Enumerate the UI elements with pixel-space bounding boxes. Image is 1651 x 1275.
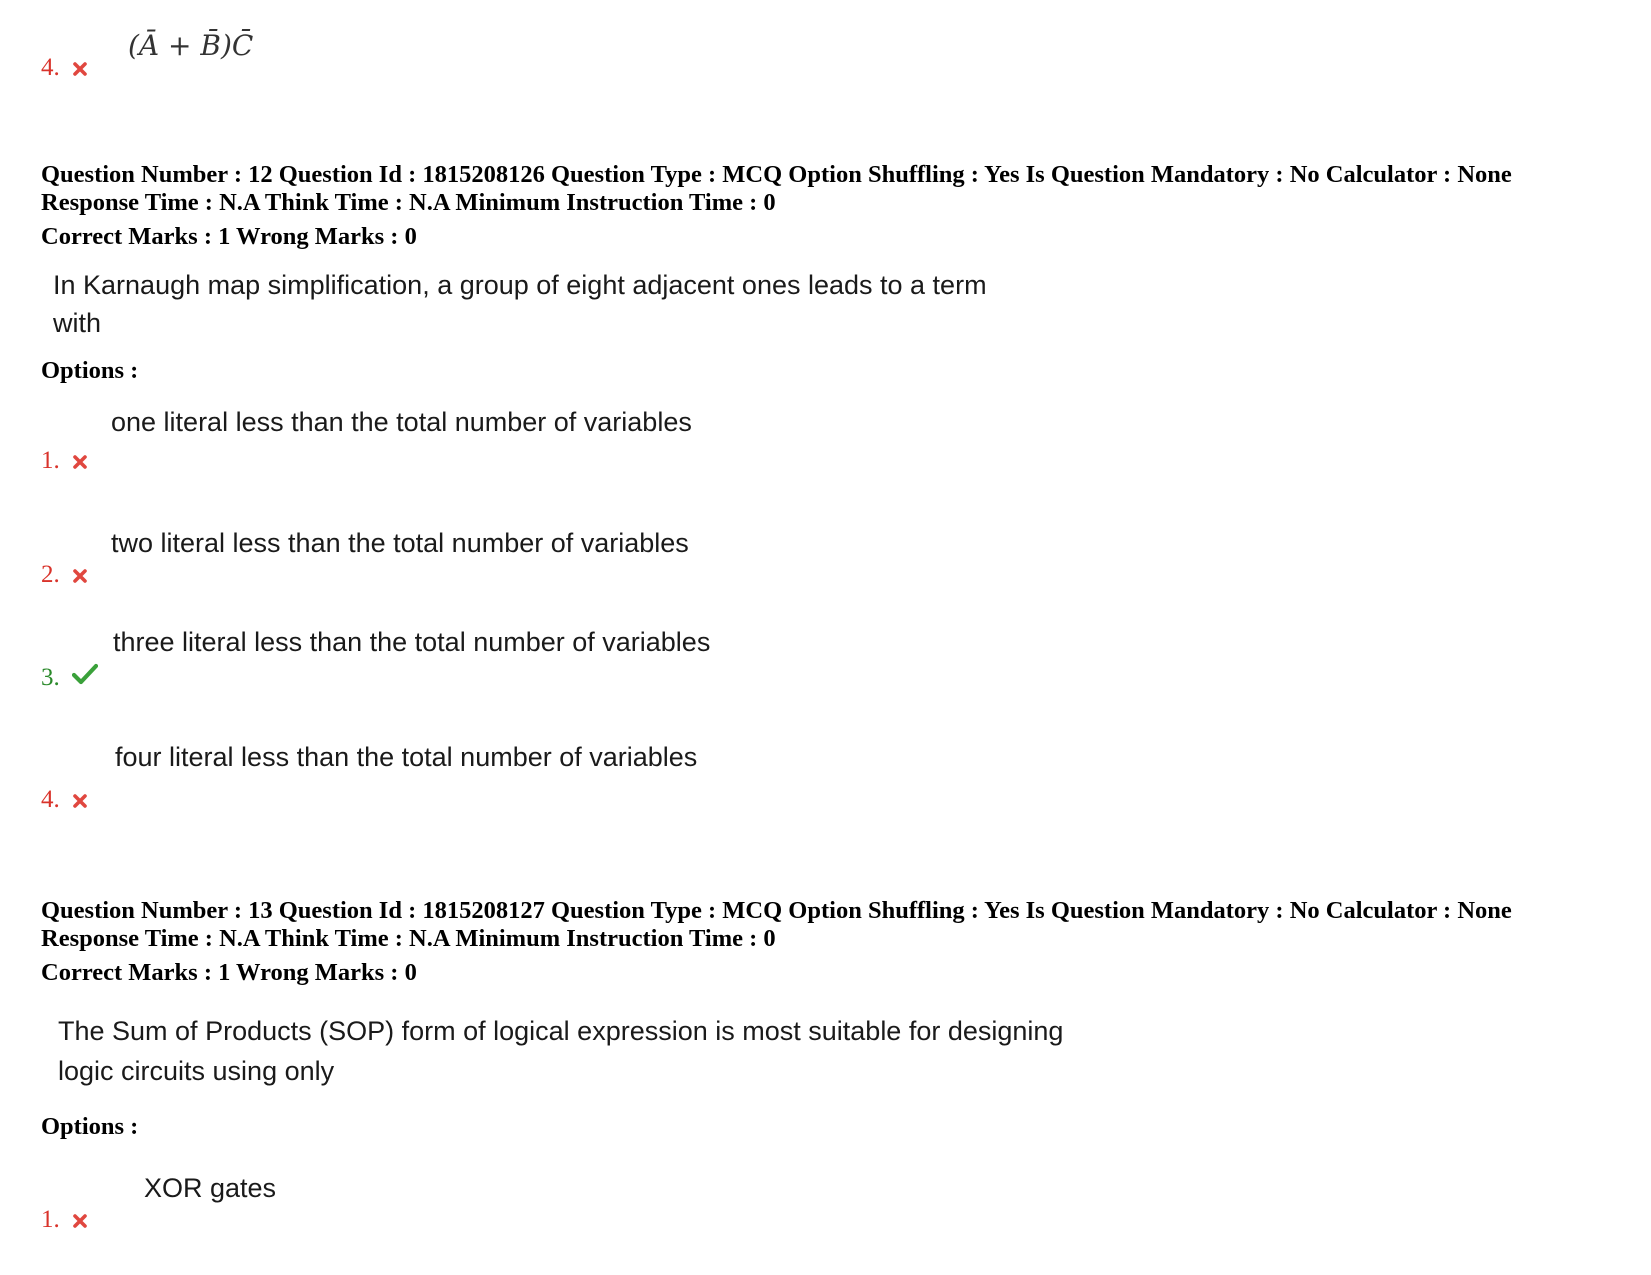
cross-icon bbox=[72, 454, 88, 470]
option-expression: (Ā + B̄)C̄ bbox=[128, 29, 254, 62]
check-icon bbox=[72, 663, 98, 685]
question-marks: Correct Marks : 1 Wrong Marks : 0 bbox=[41, 223, 417, 250]
question-meta-line: Question Number : 13 Question Id : 1815208127 Question Type : MCQ Option Shuffling : Yes Is Question Mandatory : No Calculator : None bbox=[41, 897, 1512, 924]
options-label: Options : bbox=[41, 357, 139, 384]
option-number-label: 2. bbox=[41, 561, 60, 588]
option-number bbox=[41, 561, 88, 589]
option-number-label: 4. bbox=[41, 786, 60, 813]
option-number-label: 4. bbox=[41, 54, 60, 81]
option-number bbox=[41, 786, 88, 814]
question-text bbox=[53, 266, 987, 342]
option-number bbox=[41, 54, 88, 82]
option-number bbox=[41, 1206, 88, 1234]
question-text bbox=[58, 1011, 1063, 1091]
question-marks: Correct Marks : 1 Wrong Marks : 0 bbox=[41, 959, 417, 986]
option-number bbox=[41, 664, 98, 692]
question-text-line: In Karnaugh map simplification, a group of eight adjacent ones leads to a term bbox=[53, 270, 987, 300]
option-text: one literal less than the total number of variables bbox=[111, 407, 692, 437]
question-meta-line: Question Number : 12 Question Id : 1815208126 Question Type : MCQ Option Shuffling : Yes Is Question Mandatory : No Calculator : None bbox=[41, 161, 1512, 188]
question-meta-line: Response Time : N.A Think Time : N.A Minimum Instruction Time : 0 bbox=[41, 925, 776, 952]
options-label: Options : bbox=[41, 1113, 139, 1140]
option-number-label: 1. bbox=[41, 1206, 60, 1233]
option-number-label: 1. bbox=[41, 447, 60, 474]
option-text: three literal less than the total number of variables bbox=[113, 627, 711, 657]
option-text: XOR gates bbox=[144, 1173, 277, 1203]
cross-icon bbox=[72, 568, 88, 584]
question-text-line: The Sum of Products (SOP) form of logical expression is most suitable for designing bbox=[58, 1016, 1064, 1046]
cross-icon bbox=[72, 1213, 88, 1229]
option-text: two literal less than the total number of variables bbox=[111, 528, 689, 558]
question-text-line: logic circuits using only bbox=[58, 1056, 335, 1086]
option-number bbox=[41, 447, 88, 475]
option-number-label: 3. bbox=[41, 664, 60, 691]
question-meta-line: Response Time : N.A Think Time : N.A Minimum Instruction Time : 0 bbox=[41, 189, 776, 216]
cross-icon bbox=[72, 61, 88, 77]
question-text-line: with bbox=[53, 308, 102, 338]
cross-icon bbox=[72, 793, 88, 809]
option-text: four literal less than the total number of variables bbox=[115, 742, 698, 772]
